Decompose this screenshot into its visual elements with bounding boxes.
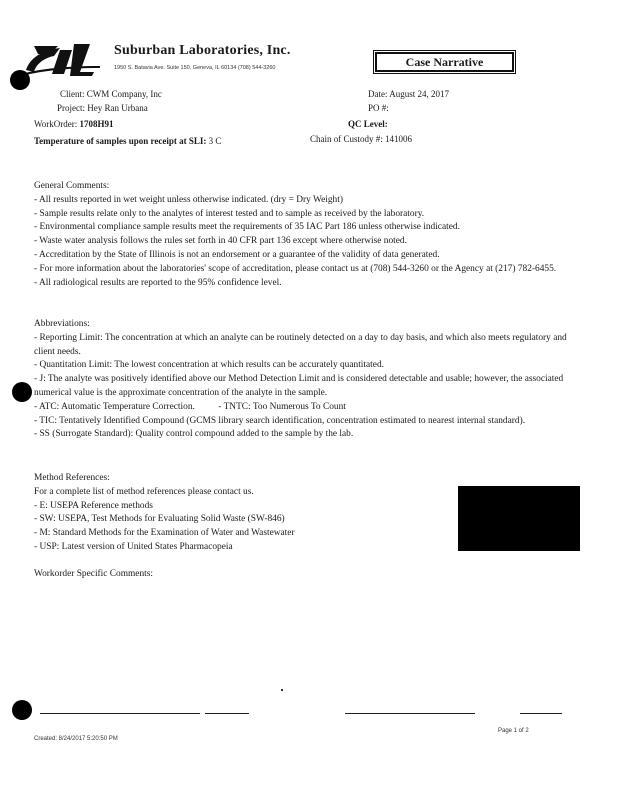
general-comment-line: - Accreditation by the State of Illinois is not an endorsement or a guarantee of the validity of data generated. [34, 249, 440, 260]
scan-speck [281, 689, 283, 691]
signature-line [40, 713, 200, 714]
date-row [368, 89, 449, 99]
workorder-comments-heading: Workorder Specific Comments: [34, 569, 154, 579]
redaction-block [458, 486, 580, 551]
method-reference-line: - M: Standard Methods for the Examination of Water and Wastewater [34, 528, 295, 539]
company-logo [20, 40, 102, 78]
abbreviation-line: - Quantitation Limit: The lowest concentration at which results can be accurately quantitated. [34, 360, 384, 371]
qc-level-row [348, 119, 388, 129]
method-reference-line: - USP: Latest version of United States Pharmacopeia [34, 541, 233, 552]
signature-line [345, 713, 475, 714]
page-number: Page 1 of 2 [498, 728, 529, 734]
method-reference-line: - SW: USEPA, Test Methods for Evaluating Solid Waste (SW-846) [34, 514, 285, 525]
temperature-value: 3 C [208, 136, 222, 146]
abbreviation-line: - TIC: Tentatively Identified Compound (GCMS library search identification, concentration estimated to nearest internal standard). [34, 415, 526, 426]
signature-line [205, 713, 249, 714]
document-title: Case Narrative [375, 52, 514, 72]
general-comments-section [34, 180, 574, 290]
date-value: August 24, 2017 [389, 89, 450, 99]
temperature-label: Temperature of samples upon receipt at SLI: [34, 136, 207, 146]
method-reference-line: For a complete list of method references please contact us. [34, 486, 254, 497]
general-comment-line: - All radiological results are reported to the 95% confidence level. [34, 277, 282, 288]
punch-hole-middle [12, 382, 32, 402]
workorder-value: 1708H91 [79, 119, 114, 129]
qc-level-label: QC Level: [348, 119, 388, 129]
coc-label: Chain of Custody #: [310, 134, 383, 144]
general-comments-heading: General Comments: [34, 181, 110, 191]
company-name: Suburban Laboratories, Inc. [114, 43, 291, 58]
temperature-row [34, 136, 221, 146]
signature-line [520, 713, 562, 714]
general-comment-line: - Sample results relate only to the analytes of interest tested and to sample as received by the laboratory. [34, 208, 425, 219]
company-address: 1950 S. Batavia Ave. Suite 150, Geneva, IL 60134 (708) 544-3260 [114, 65, 276, 71]
punch-hole-bottom [12, 700, 32, 720]
coc-value: 141006 [385, 134, 413, 144]
date-label: Date: [368, 89, 388, 99]
method-references-heading: Method References: [34, 473, 110, 483]
abbreviation-line: - J: The analyte was positively identified above our Method Detection Limit and is considered detectable and usable; however, the associated numerical value is the approximate concentration of the analyte in the sample. [34, 374, 564, 398]
abbreviation-line: - ATC: Automatic Temperature Correction. - TNTC: Too Numerous To Count [34, 401, 346, 412]
general-comment-line: - Environmental compliance sample results meet the requirements of 35 IAC Part 186 unless otherwise indicated. [34, 222, 460, 233]
client-value: CWM Company, Inc [86, 89, 162, 99]
chain-of-custody-row [310, 134, 412, 144]
po-label: PO #: [368, 103, 389, 113]
general-comment-line: - All results reported in wet weight unless otherwise indicated. (dry = Dry Weight) [34, 194, 343, 205]
general-comment-line: - For more information about the laboratories' scope of accreditation, please contact us at (708) 544-3260 or the Agency at (217) 782-6455. [34, 263, 557, 274]
project-value: Hey Ran Urbana [87, 103, 148, 113]
project-label: Project: [57, 103, 85, 113]
po-row [368, 103, 389, 113]
abbreviations-heading: Abbreviations: [34, 319, 90, 329]
workorder-comments-section [34, 568, 574, 582]
abbreviation-line: - SS (Surrogate Standard): Quality control compound added to the sample by the lab. [34, 429, 354, 440]
client-row [60, 89, 162, 99]
workorder-row [34, 119, 114, 129]
abbreviations-section [34, 318, 574, 442]
general-comment-line: - Waste water analysis follows the rules set forth in 40 CFR part 136 except where otherwise noted. [34, 236, 407, 247]
method-reference-line: - E: USEPA Reference methods [34, 500, 153, 511]
punch-hole-top [10, 70, 30, 90]
client-label: Client: [60, 89, 85, 99]
method-references-section [34, 472, 454, 555]
workorder-label: WorkOrder: [34, 119, 78, 129]
abbreviation-line: - Reporting Limit: The concentration at which an analyte can be routinely detected on a day to day basis, and which also meets regulatory and client needs. [34, 332, 567, 357]
created-timestamp: Created: 8/24/2017 5:20:50 PM [34, 736, 118, 742]
project-row [57, 103, 148, 113]
